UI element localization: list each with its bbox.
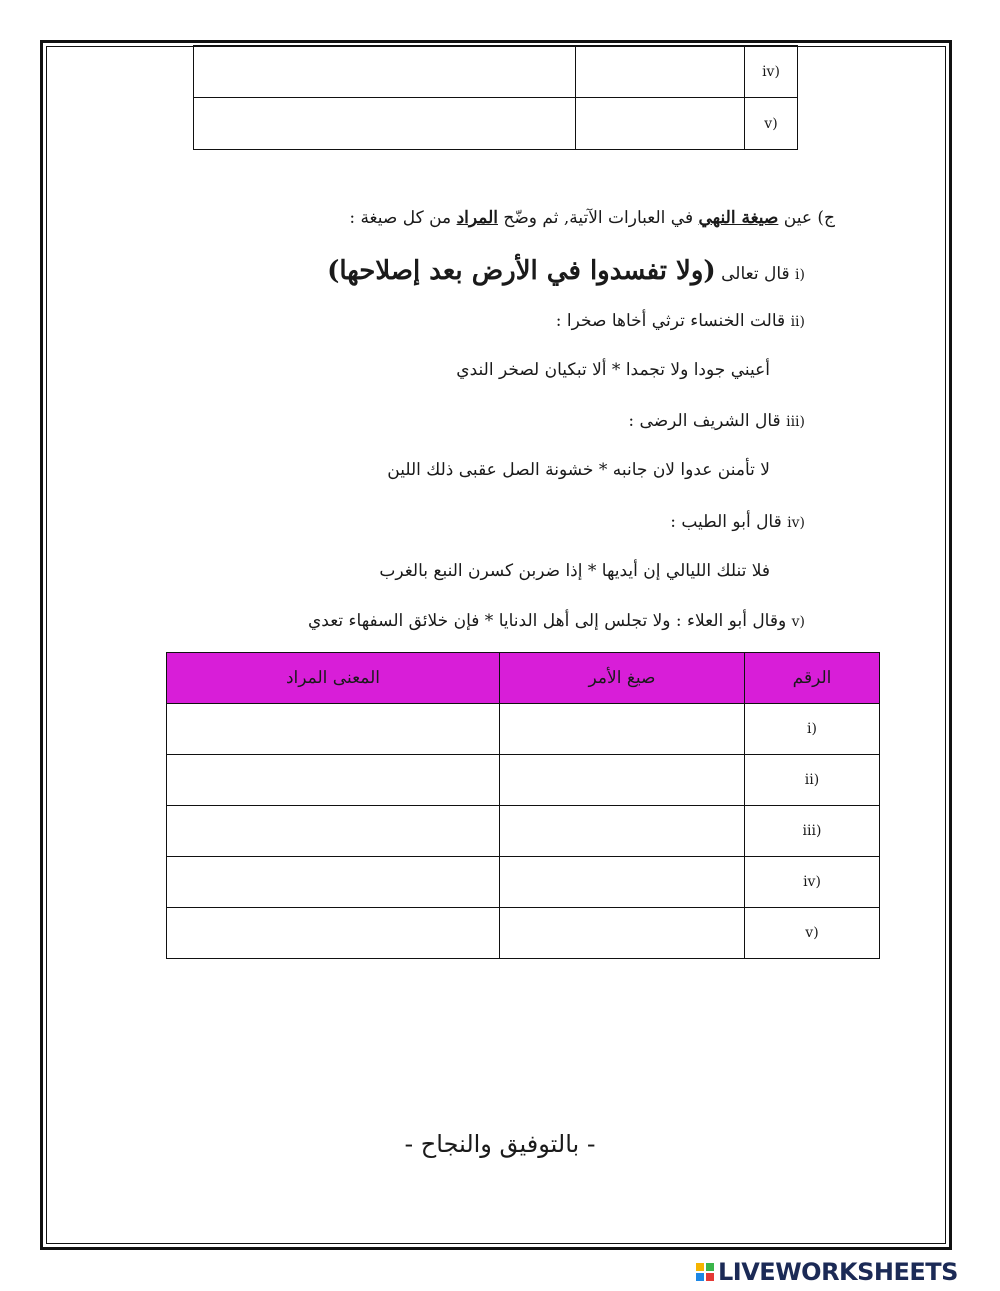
- form-cell[interactable]: [500, 755, 745, 806]
- form-cell[interactable]: [500, 857, 745, 908]
- row-number: (ii: [745, 755, 880, 806]
- verse-iii: لا تأمنن عدوا لان جانبه * خشونة الصل عقبى ذلك اللين: [387, 460, 770, 480]
- form-cell[interactable]: [500, 704, 745, 755]
- row-number: (iv: [745, 46, 798, 98]
- header-number: الرقم: [745, 653, 880, 704]
- verse-ii: أعيني جودا ولا تجمدا * ألا تبكيان لصخر الندي: [456, 360, 770, 380]
- row-number: (iv: [745, 857, 880, 908]
- liveworksheets-logo-icon: [696, 1263, 714, 1281]
- table-row: [167, 857, 880, 908]
- top-answer-table: [193, 45, 798, 150]
- table-row: [167, 806, 880, 857]
- table-row: [194, 46, 798, 98]
- meaning-cell[interactable]: [167, 857, 500, 908]
- quran-quote: (ولا تفسدوا في الأرض بعد إصلاحها): [327, 256, 716, 286]
- keyword-nahy: صيغة النهي: [698, 208, 779, 228]
- answer-cell[interactable]: [194, 98, 576, 150]
- header-meaning: المعنى المراد: [167, 653, 500, 704]
- meaning-cell[interactable]: [167, 908, 500, 959]
- item-iii: (iii قال الشريف الرضى :: [628, 411, 805, 431]
- answer-cell[interactable]: [576, 46, 745, 98]
- answer-table: [166, 652, 880, 959]
- header-row: [167, 653, 880, 704]
- question-heading: ج) عين صيغة النهي في العبارات الآتية, ثم وضّح المراد من كل صيغة :: [349, 208, 835, 228]
- meaning-cell[interactable]: [167, 806, 500, 857]
- row-number: (i: [745, 704, 880, 755]
- table-row: [167, 908, 880, 959]
- row-number: (iii: [745, 806, 880, 857]
- table-row: [167, 704, 880, 755]
- verse-iv: فلا تنلك الليالي إن أيديها * إذا ضربن كسرن النبع بالغرب: [379, 561, 770, 581]
- item-ii: (ii قالت الخنساء ترثي أخاها صخرا :: [555, 311, 805, 331]
- table-row: [167, 755, 880, 806]
- row-number: (v: [745, 98, 798, 150]
- form-cell[interactable]: [500, 908, 745, 959]
- meaning-cell[interactable]: [167, 755, 500, 806]
- form-cell[interactable]: [500, 806, 745, 857]
- table-row: [194, 98, 798, 150]
- answer-cell[interactable]: [194, 46, 576, 98]
- logo-text: LIVEWORKSHEETS: [718, 1258, 958, 1286]
- item-v: (v وقال أبو العلاء : ولا تجلس إلى أهل الدنايا * فإن خلائق السفهاء تعدي: [307, 611, 805, 631]
- header-form: صيغ الأمر: [500, 653, 745, 704]
- row-number: (v: [745, 908, 880, 959]
- item-i: (i قال تعالى (ولا تفسدوا في الأرض بعد إصلاحها): [327, 256, 805, 286]
- answer-cell[interactable]: [576, 98, 745, 150]
- item-iv: (iv قال أبو الطيب :: [670, 512, 805, 532]
- meaning-cell[interactable]: [167, 704, 500, 755]
- liveworksheets-logo[interactable]: [696, 1257, 958, 1287]
- closing-wish: - بالتوفيق والنجاح -: [404, 1130, 596, 1158]
- keyword-murad: المراد: [456, 208, 498, 228]
